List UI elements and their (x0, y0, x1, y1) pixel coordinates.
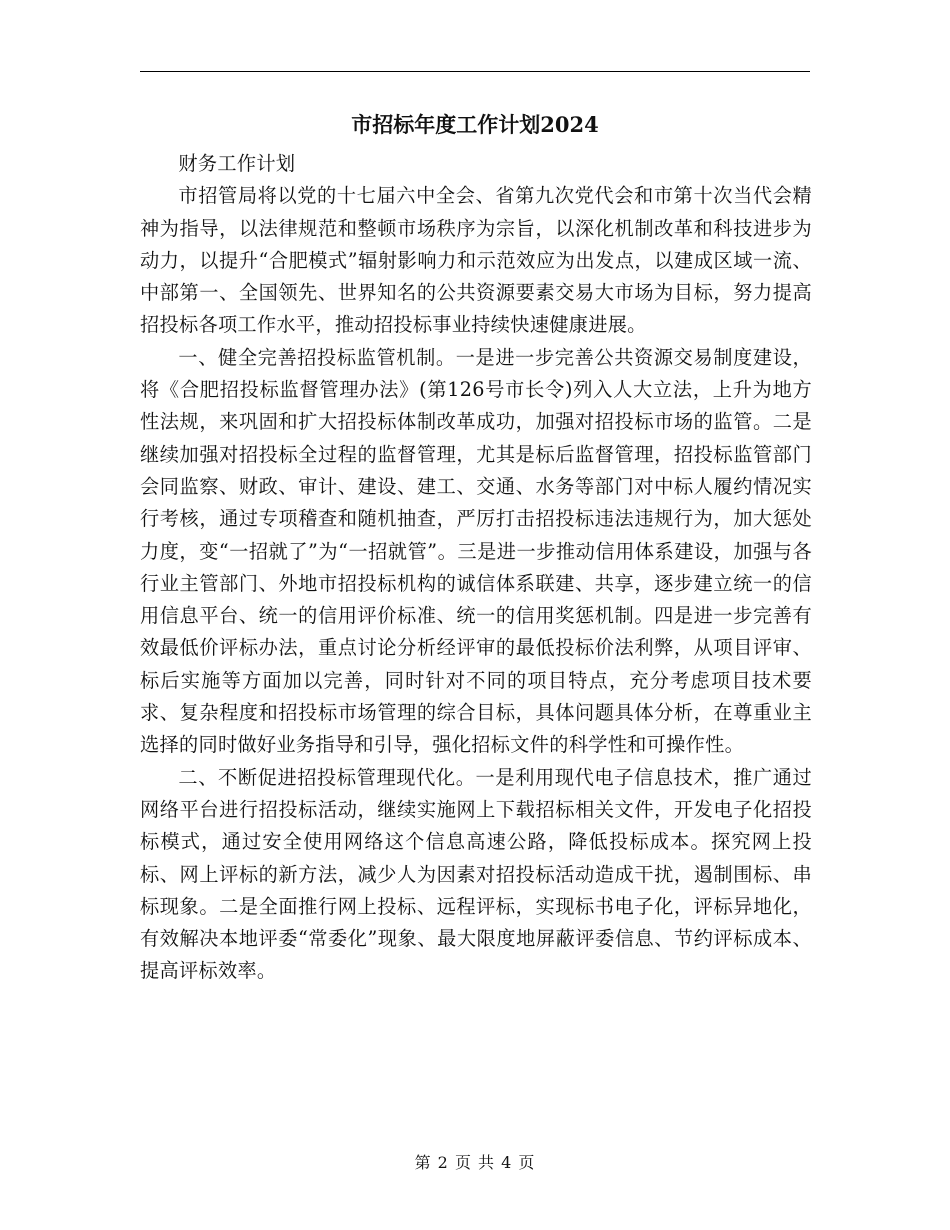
document-title: 市招标年度工作计划2024 (351, 112, 599, 137)
header-rule (140, 71, 810, 72)
paragraph-intro: 市招管局将以党的十七届六中全会、省第九次党代会和市第十次当代会精神为指导，以法律规范和整顿市场秩序为宗旨，以深化机制改革和科技进步为动力，以提升“合肥模式”辐射影响力和示范效应为出发点，以建成区域一流、中部第一、全国领先、世界知名的公共资源要素交易大市场为目标，努力提高招投标各项工作水平，推动招投标事业持续快速健康进展。 (140, 184, 812, 337)
subheading: 财务工作计划 (178, 152, 296, 175)
document-body (140, 148, 812, 988)
page-footer (140, 1150, 810, 1176)
paragraph-section-1: 一、健全完善招投标监管机制。一是进一步完善公共资源交易制度建设，将《合肥招投标监督管理办法》(第126号市长令)列入人大立法，上升为地方性法规，来巩固和扩大招投标体制改革成功，加强对招投标市场的监管。二是继续加强对招投标全过程的监督管理，尤其是标后监督管理，招投标监管部门会同监察、财政、审计、建设、建工、交通、水务等部门对中标人履约情况实行考核，通过专项稽查和随机抽查，严厉打击招投标违法违规行为，加大惩处力度，变“一招就了”为“一招就管”。三是进一步推动信用体系建设，加强与各行业主管部门、外地市招投标机构的诚信体系联建、共享，逐步建立统一的信用信息平台、统一的信用评价标准、统一的信用奖惩机制。四是进一步完善有效最低价评标办法，重点讨论分析经评审的最低投标价法利弊，从项目评审、标后实施等方面加以完善，同时针对不同的项目特点，充分考虑项目技术要求、复杂程度和招投标市场管理的综合目标，具体问题具体分析，在尊重业主选择的同时做好业务指导和引导，强化招标文件的科学性和可操作性。 (140, 345, 812, 757)
page-number: 第 2 页 共 4 页 (414, 1153, 536, 1172)
paragraph-section-2: 二、不断促进招投标管理现代化。一是利用现代电子信息技术，推广通过网络平台进行招投标活动，继续实施网上下载招标相关文件，开发电子化招投标模式，通过安全使用网络这个信息高速公路，降低投标成本。探究网上投标、网上评标的新方法，减少人为因素对招投标活动造成干扰，遏制围标、串标现象。二是全面推行网上投标、远程评标，实现标书电子化，评标异地化，有效解决本地评委“常委化”现象、最大限度地屏蔽评委信息、节约评标成本、提高评标效率。 (140, 765, 812, 983)
